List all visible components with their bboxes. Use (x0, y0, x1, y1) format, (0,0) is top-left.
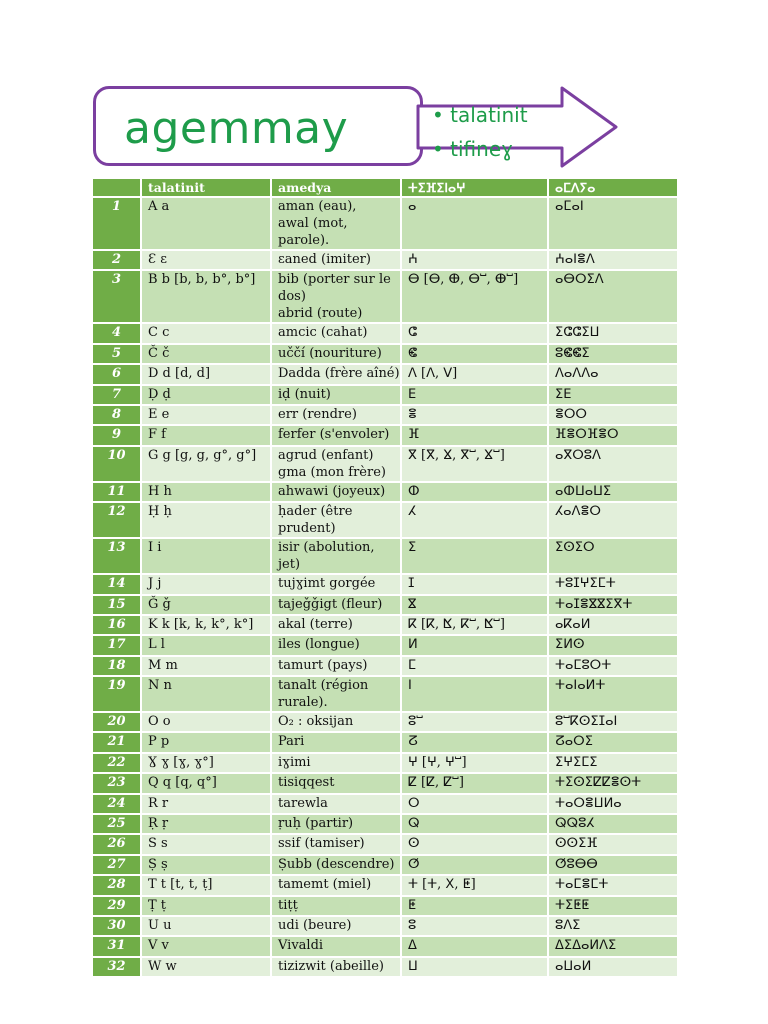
example-word: iles (longue) (271, 635, 401, 655)
row-number: 5 (92, 344, 141, 364)
tifinagh-letter: ⵏ (401, 676, 548, 712)
tifinagh-example: ⵓⴷⵉ (548, 916, 678, 936)
row-number: 1 (92, 197, 141, 250)
latin-letter: N n (141, 676, 271, 712)
row-number: 13 (92, 538, 141, 574)
latin-letter: Ṭ ṭ (141, 896, 271, 916)
latin-letter: H h (141, 482, 271, 502)
tifinagh-letter: ⵉ (401, 538, 548, 574)
table-row (92, 538, 678, 574)
table-row (92, 344, 678, 364)
example-word: tarewla (271, 794, 401, 814)
example-word: iḍ (nuit) (271, 385, 401, 405)
latin-letter: T t [t, t, ṭ] (141, 875, 271, 895)
table-row (92, 635, 678, 655)
tifinagh-example: ⴰⴽⴰⵍ (548, 615, 678, 635)
tifinagh-example: ⴰⵎⴰⵏ (548, 197, 678, 250)
tifinagh-letter: ⴹ (401, 385, 548, 405)
tifinagh-letter: ⴰ (401, 197, 548, 250)
row-number: 29 (92, 896, 141, 916)
latin-letter: M m (141, 656, 271, 676)
example-word: ṛuḥ (partir) (271, 814, 401, 834)
tifinagh-letter: ⴼ (401, 425, 548, 445)
header-amedya: amedya (271, 178, 401, 197)
row-number: 21 (92, 732, 141, 752)
latin-letter: E e (141, 405, 271, 425)
example-word: udi (beure) (271, 916, 401, 936)
latin-letter: Ɛ ɛ (141, 250, 271, 270)
row-number: 4 (92, 323, 141, 343)
example-word: Pari (271, 732, 401, 752)
latin-letter: S s (141, 834, 271, 854)
latin-letter: Ǧ ǧ (141, 595, 271, 615)
tifinagh-example: ⵉⵖⵉⵎⵉ (548, 753, 678, 773)
tifinagh-example: ⵒⴰⵔⵉ (548, 732, 678, 752)
tifinagh-example: ⵉⵍⵙ (548, 635, 678, 655)
row-number: 3 (92, 270, 141, 323)
table-row (92, 482, 678, 502)
tifinagh-letter: ⵃ (401, 502, 548, 538)
latin-letter: A a (141, 197, 271, 250)
example-word: err (rendre) (271, 405, 401, 425)
tifinagh-letter: ⵄ (401, 250, 548, 270)
example-word: tiṭṭ (271, 896, 401, 916)
table-row (92, 676, 678, 712)
row-number: 26 (92, 834, 141, 854)
alphabet-table (91, 177, 679, 978)
table-row (92, 936, 678, 956)
row-number: 9 (92, 425, 141, 445)
tifinagh-example: ⴰⴳⵔⵓⴷ (548, 446, 678, 482)
row-number: 32 (92, 957, 141, 977)
tifinagh-letter: ⵒ (401, 732, 548, 752)
tifinagh-letter: ⵎ (401, 656, 548, 676)
tifinagh-example: ⵙⵙⵉⴼ (548, 834, 678, 854)
tifinagh-letter: ⵍ (401, 635, 548, 655)
table-row (92, 855, 678, 875)
example-word: agrud (enfant) gma (mon frère) (271, 446, 401, 482)
table-row (92, 896, 678, 916)
table-row (92, 656, 678, 676)
tifinagh-example: ⴻⵔⵔ (548, 405, 678, 425)
row-number: 14 (92, 574, 141, 594)
bullet-item: • talatinit (432, 98, 528, 132)
example-word: ferfer (s'envoler) (271, 425, 401, 445)
header-num (92, 178, 141, 197)
tifinagh-example: ⴰⵡⴰⵍ (548, 957, 678, 977)
bullet-item: • tifineɣ (432, 132, 528, 166)
table-row (92, 794, 678, 814)
row-number: 31 (92, 936, 141, 956)
row-number: 12 (92, 502, 141, 538)
row-number: 25 (92, 814, 141, 834)
example-word: ssif (tamiser) (271, 834, 401, 854)
tifinagh-letter: ⵛ (401, 323, 548, 343)
table-row (92, 834, 678, 854)
tifinagh-example: ⵜⴰⵎⴻⵎⵜ (548, 875, 678, 895)
tifinagh-letter: ⵚ (401, 855, 548, 875)
tifinagh-letter: ⵔ (401, 794, 548, 814)
example-word: amcic (cahat) (271, 323, 401, 343)
table-row (92, 502, 678, 538)
example-word: Vivaldi (271, 936, 401, 956)
example-word: ɛaned (imiter) (271, 250, 401, 270)
row-number: 16 (92, 615, 141, 635)
row-number: 19 (92, 676, 141, 712)
latin-letter: F f (141, 425, 271, 445)
tifinagh-letter: ⵇ [ⵇ, ⵇⵯ] (401, 773, 548, 793)
tifinagh-letter: ⵜ [ⵜ, ⵝ, ⵟ] (401, 875, 548, 895)
tifinagh-letter: ⵀ (401, 482, 548, 502)
tifinagh-example: ⵓⵞⵞⵉ (548, 344, 678, 364)
tifinagh-example: ⵜⴰⵔⴻⵡⵍⴰ (548, 794, 678, 814)
tifinagh-example: ⴰⵀⵡⴰⵡⵉ (548, 482, 678, 502)
tifinagh-example: ⵉⵙⵉⵔ (548, 538, 678, 574)
latin-letter: Ḥ ḥ (141, 502, 271, 538)
latin-letter: R r (141, 794, 271, 814)
latin-letter: O o (141, 712, 271, 732)
example-word: tisiqqest (271, 773, 401, 793)
row-number: 28 (92, 875, 141, 895)
tifinagh-letter: ⵊ (401, 574, 548, 594)
row-number: 11 (92, 482, 141, 502)
table-row (92, 270, 678, 323)
tifinagh-letter: ⴵ (401, 595, 548, 615)
title-box (93, 86, 423, 166)
latin-letter: U u (141, 916, 271, 936)
table-row (92, 446, 678, 482)
row-number: 24 (92, 794, 141, 814)
table-row (92, 957, 678, 977)
tifinagh-letter: ⵓ (401, 916, 548, 936)
table-row (92, 814, 678, 834)
table-row (92, 773, 678, 793)
table-row (92, 364, 678, 384)
tifinagh-letter: ⵡ (401, 957, 548, 977)
table-row (92, 712, 678, 732)
latin-letter: Ṛ ṛ (141, 814, 271, 834)
latin-letter: C c (141, 323, 271, 343)
example-word: uččí (nouriture) (271, 344, 401, 364)
tifinagh-letter: ⵞ (401, 344, 548, 364)
table-row (92, 323, 678, 343)
tifinagh-example: ⵉⴹ (548, 385, 678, 405)
latin-letter: D d [d, d] (141, 364, 271, 384)
tifinagh-example: ⵜⴰⵊⴻⴵⴵⵉⴳⵜ (548, 595, 678, 615)
example-word: bib (porter sur le dos) abrid (route) (271, 270, 401, 323)
example-word: tizizwit (abeille) (271, 957, 401, 977)
row-number: 18 (92, 656, 141, 676)
row-number: 10 (92, 446, 141, 482)
example-word: iɣimi (271, 753, 401, 773)
tifinagh-letter: ⵖ [ⵖ, ⵖⵯ] (401, 753, 548, 773)
table-row (92, 250, 678, 270)
table-row (92, 753, 678, 773)
example-word: tanalt (région rurale). (271, 676, 401, 712)
tifinagh-letter: ⵠ (401, 936, 548, 956)
tifinagh-letter: ⵓⵯ (401, 712, 548, 732)
example-word: akal (terre) (271, 615, 401, 635)
tifinagh-example: ⵓⵯⴽⵙⵉⵊⴰⵏ (548, 712, 678, 732)
table-header-row (92, 178, 678, 197)
row-number: 30 (92, 916, 141, 936)
latin-letter: B b [b, b, b°, b°] (141, 270, 271, 323)
latin-letter: Ɣ ɣ [ɣ, ɣ°] (141, 753, 271, 773)
tifinagh-example: ⵄⴰⵏⴻⴷ (548, 250, 678, 270)
row-number: 6 (92, 364, 141, 384)
row-number: 7 (92, 385, 141, 405)
table-row (92, 425, 678, 445)
header-tifinagh-example: ⴰⵎⴷⵢⴰ (548, 178, 678, 197)
latin-letter: L l (141, 635, 271, 655)
example-word: tujɣimt gorgée (271, 574, 401, 594)
row-number: 17 (92, 635, 141, 655)
example-word: aman (eau), awal (mot, parole). (271, 197, 401, 250)
example-word: isir (abolution, jet) (271, 538, 401, 574)
example-word: Ṣubb (descendre) (271, 855, 401, 875)
tifinagh-letter: ⴱ [ⴱ, ⴲ, ⴱⵯ, ⴲⵯ] (401, 270, 548, 323)
tifinagh-letter: ⵟ (401, 896, 548, 916)
row-number: 22 (92, 753, 141, 773)
example-word: ahwawi (joyeux) (271, 482, 401, 502)
table-row (92, 595, 678, 615)
latin-letter: Q q [q, q°] (141, 773, 271, 793)
table-row (92, 574, 678, 594)
header-talatinit: talatinit (141, 178, 271, 197)
table-row (92, 732, 678, 752)
row-number: 20 (92, 712, 141, 732)
tifinagh-example: ⵜⴰⵎⵓⵔⵜ (548, 656, 678, 676)
table-row (92, 875, 678, 895)
table-row (92, 916, 678, 936)
row-number: 8 (92, 405, 141, 425)
example-word: O₂ : oksijan (271, 712, 401, 732)
tifinagh-letter: ⴳ [ⴳ, ⴴ, ⴳⵯ, ⴴⵯ] (401, 446, 548, 482)
latin-letter: K k [k, k, k°, k°] (141, 615, 271, 635)
tifinagh-letter: ⵙ (401, 834, 548, 854)
tifinagh-letter: ⴻ (401, 405, 548, 425)
latin-letter: G g [g, g, g°, g°] (141, 446, 271, 482)
latin-letter: Ṣ ṣ (141, 855, 271, 875)
latin-letter: I i (141, 538, 271, 574)
tifinagh-example: ⵕⵕⵓⵃ (548, 814, 678, 834)
tifinagh-example: ⴷⴰⴷⴷⴰ (548, 364, 678, 384)
example-word: tamemt (miel) (271, 875, 401, 895)
tifinagh-example: ⵉⵛⵛⵉⵡ (548, 323, 678, 343)
example-word: tamurt (pays) (271, 656, 401, 676)
row-number: 2 (92, 250, 141, 270)
tifinagh-example: ⵜⴰⵏⴰⵍⵜ (548, 676, 678, 712)
tifinagh-example: ⴼⴻⵔⴼⴻⵔ (548, 425, 678, 445)
example-word: ḥader (être prudent) (271, 502, 401, 538)
tifinagh-example: ⵜⵉⵟⵟ (548, 896, 678, 916)
tifinagh-example: ⴰⴱⵔⵉⴷ (548, 270, 678, 323)
example-word: Dadda (frère aîné) (271, 364, 401, 384)
example-word: tajeǧǧigt (fleur) (271, 595, 401, 615)
latin-letter: J j (141, 574, 271, 594)
tifinagh-letter: ⴷ [ⴷ, ⴸ] (401, 364, 548, 384)
table-row (92, 197, 678, 250)
tifinagh-example: ⵜⵓⵊⵖⵉⵎⵜ (548, 574, 678, 594)
tifinagh-example: ⵚⵓⴱⴱ (548, 855, 678, 875)
row-number: 23 (92, 773, 141, 793)
tifinagh-example: ⵜⵉⵙⵉⵇⵇⴻⵙⵜ (548, 773, 678, 793)
table-row (92, 405, 678, 425)
bullet-list (432, 98, 528, 166)
tifinagh-example: ⵃⴰⴷⴻⵔ (548, 502, 678, 538)
page-title: agemmay (124, 103, 349, 154)
tifinagh-example: ⵠⵉⵠⴰⵍⴷⵉ (548, 936, 678, 956)
latin-letter: W w (141, 957, 271, 977)
latin-letter: V v (141, 936, 271, 956)
tifinagh-letter: ⵕ (401, 814, 548, 834)
table-row (92, 385, 678, 405)
row-number: 15 (92, 595, 141, 615)
latin-letter: Č č (141, 344, 271, 364)
table-body (92, 197, 678, 977)
latin-letter: Ḍ ḍ (141, 385, 271, 405)
table-row (92, 615, 678, 635)
row-number: 27 (92, 855, 141, 875)
header-tifinagh: ⵜⵉⴼⵉⵏⴰⵖ (401, 178, 548, 197)
tifinagh-letter: ⴽ [ⴽ, ⴿ, ⴽⵯ, ⴿⵯ] (401, 615, 548, 635)
latin-letter: P p (141, 732, 271, 752)
